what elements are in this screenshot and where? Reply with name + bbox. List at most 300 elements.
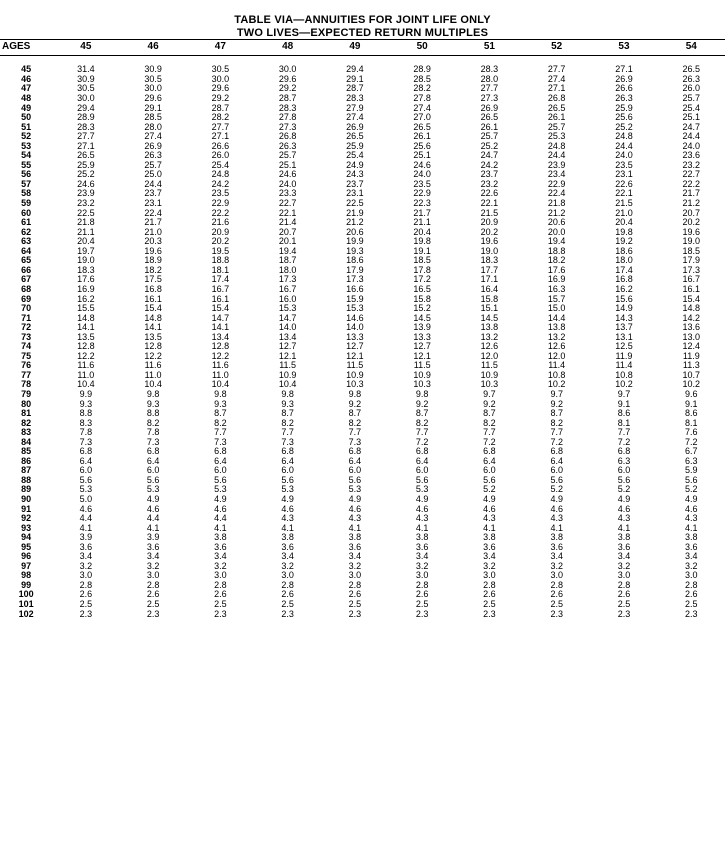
- table-cell: 3.2: [415, 560, 429, 571]
- table-cell: 3.0: [415, 570, 429, 581]
- table-cell: 2.6: [281, 589, 294, 600]
- table-cell: 6.3: [617, 455, 631, 466]
- table-cell: 6.0: [483, 465, 496, 476]
- table-cell: 5.3: [348, 484, 362, 495]
- table-cell: 22.6: [615, 178, 633, 189]
- table-cell: 7.3: [214, 436, 227, 447]
- table-cell: 4.9: [550, 493, 563, 504]
- table-cell: 15.4: [682, 293, 701, 304]
- table-cell: 17.6: [547, 264, 566, 275]
- table-cell: 2.5: [281, 599, 294, 609]
- table-cell: 9.3: [281, 398, 294, 409]
- table-cell: 12.5: [615, 341, 633, 352]
- table-cell: 17.1: [480, 274, 499, 285]
- table-cell: 29.6: [211, 83, 230, 94]
- table-title: [0, 0, 725, 39]
- row-age-label: 72: [21, 322, 32, 333]
- row-age-label: 75: [21, 350, 32, 361]
- table-cell: 14.8: [77, 312, 95, 323]
- table-cell: 23.5: [615, 159, 633, 170]
- table-cell: 18.7: [278, 255, 297, 266]
- table-cell: 3.2: [685, 560, 698, 571]
- table-cell: 3.9: [79, 532, 93, 543]
- table-title-line-1: TABLE VIA—ANNUITIES FOR JOINT LIFE ONLY: [234, 14, 491, 26]
- table-cell: 13.1: [615, 331, 633, 342]
- table-cell: 6.0: [415, 465, 429, 476]
- table-cell: 29.2: [211, 93, 230, 104]
- row-age-label: 77: [21, 369, 32, 380]
- row-age-label: 85: [21, 446, 32, 457]
- table-cell: 24.0: [278, 178, 297, 189]
- table-cell: 29.1: [144, 102, 162, 113]
- table-cell: 6.0: [617, 465, 631, 476]
- table-cell: 27.9: [346, 102, 364, 113]
- table-cell: 3.4: [415, 551, 429, 562]
- table-cell: 4.9: [281, 493, 294, 504]
- row-age-label: 61: [21, 217, 32, 228]
- table-cell: 8.3: [79, 417, 93, 428]
- row-age-label: 74: [21, 341, 32, 352]
- row-age-label: 65: [21, 255, 32, 266]
- table-cell: 5.6: [79, 474, 93, 485]
- column-header-age-51: 51: [456, 40, 523, 56]
- table-cell: 15.2: [413, 303, 431, 314]
- table-cell: 31.4: [77, 64, 95, 75]
- table-cell: 10.9: [278, 369, 297, 380]
- table-cell: 7.7: [617, 427, 631, 438]
- table-cell: 13.0: [682, 331, 701, 342]
- table-cell: 2.3: [348, 608, 362, 619]
- table-cell: 8.7: [348, 408, 362, 419]
- table-cell: 11.5: [279, 360, 297, 371]
- column-header-age-45: 45: [52, 40, 119, 56]
- table-cell: 9.8: [281, 388, 294, 399]
- table-cell: 19.6: [144, 245, 162, 256]
- table-cell: 21.4: [278, 217, 297, 228]
- table-cell: 4.3: [550, 513, 563, 524]
- table-cell: 23.1: [346, 188, 364, 199]
- table-cell: 3.4: [483, 551, 496, 562]
- table-cell: 2.6: [483, 589, 496, 600]
- table-cell: 19.8: [615, 226, 633, 237]
- table-cell: 9.7: [617, 388, 631, 399]
- table-cell: 6.7: [685, 446, 698, 457]
- table-row: [0, 485, 725, 495]
- table-cell: 4.6: [415, 503, 429, 514]
- table-cell: 5.6: [685, 474, 698, 485]
- table-row: [0, 457, 725, 467]
- table-cell: 10.2: [547, 379, 566, 390]
- table-cell: 12.2: [144, 350, 162, 361]
- column-header-age-49: 49: [321, 40, 388, 56]
- table-cell: 25.7: [682, 93, 701, 104]
- table-cell: 23.7: [144, 188, 162, 199]
- table-cell: 2.5: [617, 599, 631, 609]
- table-cell: 30.0: [144, 83, 162, 94]
- table-cell: 19.0: [682, 236, 701, 247]
- table-cell: 4.6: [685, 503, 698, 514]
- table-cell: 5.6: [550, 474, 563, 485]
- table-cell: 3.8: [617, 532, 631, 543]
- table-cell: 18.3: [480, 255, 499, 266]
- table-cell: 7.7: [415, 427, 429, 438]
- table-cell: 24.2: [480, 159, 499, 170]
- table-cell: 3.8: [483, 532, 496, 543]
- table-cell: 21.0: [615, 207, 633, 218]
- table-cell: 26.8: [278, 131, 297, 142]
- table-cell: 8.2: [483, 417, 496, 428]
- table-cell: 18.1: [211, 264, 230, 275]
- table-cell: 26.3: [615, 93, 633, 104]
- table-cell: 28.2: [211, 112, 230, 123]
- table-cell: 28.0: [480, 73, 499, 84]
- table-cell: 27.1: [211, 131, 230, 142]
- table-cell: 30.0: [211, 73, 230, 84]
- table-cell: 28.9: [413, 64, 431, 75]
- table-cell: 4.9: [415, 493, 429, 504]
- table-cell: 29.4: [346, 64, 364, 75]
- table-cell: 21.1: [77, 226, 95, 237]
- table-cell: 7.7: [281, 427, 294, 438]
- table-cell: 26.9: [144, 140, 162, 151]
- row-age-label: 99: [21, 579, 32, 590]
- table-cell: 21.1: [413, 217, 431, 228]
- table-cell: 24.4: [615, 140, 633, 151]
- table-row: [0, 447, 725, 457]
- table-cell: 27.7: [211, 121, 230, 132]
- table-cell: 10.7: [682, 369, 701, 380]
- table-cell: 26.9: [615, 73, 633, 84]
- table-cell: 3.6: [146, 541, 160, 552]
- table-cell: 2.8: [617, 579, 631, 590]
- table-cell: 22.5: [77, 207, 95, 218]
- table-cell: 2.3: [146, 608, 160, 619]
- table-cell: 18.2: [547, 255, 566, 266]
- table-cell: 5.3: [415, 484, 429, 495]
- table-cell: 5.6: [617, 474, 631, 485]
- table-cell: 14.1: [77, 322, 95, 333]
- table-cell: 21.7: [413, 207, 431, 218]
- table-cell: 20.7: [278, 226, 297, 237]
- table-cell: 2.5: [79, 599, 93, 609]
- table-cell: 27.4: [346, 112, 364, 123]
- table-cell: 3.0: [617, 570, 631, 581]
- table-cell: 30.5: [77, 83, 95, 94]
- column-header-age-48: 48: [254, 40, 321, 56]
- table-cell: 3.4: [214, 551, 227, 562]
- table-cell: 5.6: [415, 474, 429, 485]
- table-cell: 28.3: [480, 64, 499, 75]
- table-cell: 20.4: [413, 226, 431, 237]
- table-cell: 4.9: [348, 493, 362, 504]
- table-cell: 27.4: [144, 131, 162, 142]
- table-cell: 18.2: [144, 264, 162, 275]
- table-cell: 2.8: [685, 579, 698, 590]
- table-cell: 19.5: [211, 245, 230, 256]
- table-cell: 19.4: [278, 245, 297, 256]
- table-cell: 2.8: [214, 579, 227, 590]
- table-cell: 30.9: [77, 73, 95, 84]
- row-age-label: 47: [21, 83, 32, 94]
- table-cell: 19.1: [413, 245, 431, 256]
- table-cell: 26.0: [211, 150, 230, 161]
- table-cell: 25.9: [77, 159, 95, 170]
- row-age-label: 80: [21, 398, 32, 409]
- table-cell: 14.7: [278, 312, 297, 323]
- table-cell: 25.1: [278, 159, 297, 170]
- table-cell: 21.8: [547, 198, 566, 209]
- table-cell: 25.2: [480, 140, 499, 151]
- table-cell: 6.8: [617, 446, 631, 457]
- table-cell: 11.4: [615, 360, 633, 371]
- column-header-ages: AGES: [0, 40, 52, 56]
- table-cell: 27.7: [77, 131, 95, 142]
- table-cell: 10.2: [615, 379, 633, 390]
- table-cell: 10.4: [77, 379, 95, 390]
- table-cell: 26.5: [682, 64, 701, 75]
- table-cell: 9.2: [415, 398, 429, 409]
- table-cell: 6.0: [214, 465, 227, 476]
- table-cell: 8.7: [483, 408, 496, 419]
- table-cell: 20.4: [77, 236, 95, 247]
- table-cell: 18.6: [346, 255, 364, 266]
- table-cell: 26.6: [615, 83, 633, 94]
- table-cell: 3.6: [214, 541, 227, 552]
- table-cell: 29.4: [77, 102, 95, 113]
- table-cell: 12.8: [77, 341, 95, 352]
- table-cell: 12.0: [480, 350, 499, 361]
- table-cell: 9.8: [146, 388, 160, 399]
- table-cell: 3.8: [214, 532, 227, 543]
- table-cell: 17.5: [144, 274, 162, 285]
- row-age-label: 64: [21, 245, 32, 256]
- table-cell: 10.9: [413, 369, 431, 380]
- table-cell: 7.6: [685, 427, 698, 438]
- table-row: [0, 562, 725, 572]
- table-cell: 6.4: [79, 455, 93, 466]
- table-cell: 11.0: [144, 369, 162, 380]
- table-cell: 26.6: [211, 140, 230, 151]
- table-cell: 14.0: [278, 322, 297, 333]
- table-row: [0, 466, 725, 476]
- table-cell: 24.7: [480, 150, 499, 161]
- table-cell: 30.5: [144, 73, 162, 84]
- row-age-label: 73: [21, 331, 32, 342]
- table-cell: 3.4: [550, 551, 563, 562]
- table-cell: 3.6: [348, 541, 362, 552]
- table-cell: 22.4: [547, 188, 566, 199]
- table-cell: 4.3: [617, 513, 631, 524]
- table-cell: 11.6: [77, 360, 95, 371]
- table-cell: 29.1: [346, 73, 364, 84]
- table-cell: 18.8: [547, 245, 566, 256]
- table-cell: 8.6: [617, 408, 631, 419]
- table-cell: 12.7: [413, 341, 431, 352]
- table-cell: 24.6: [413, 159, 431, 170]
- table-cell: 6.8: [281, 446, 294, 457]
- table-cell: 18.3: [77, 264, 95, 275]
- table-cell: 28.7: [346, 83, 364, 94]
- column-header-age-50: 50: [389, 40, 456, 56]
- table-cell: 2.8: [146, 579, 160, 590]
- table-cell: 6.4: [146, 455, 160, 466]
- table-cell: 3.6: [79, 541, 93, 552]
- table-cell: 2.6: [685, 589, 698, 600]
- table-cell: 22.4: [144, 207, 162, 218]
- table-cell: 14.5: [413, 312, 431, 323]
- table-cell: 3.0: [79, 570, 93, 581]
- table-cell: 3.6: [550, 541, 563, 552]
- table-row: [0, 571, 725, 581]
- table-cell: 6.8: [146, 446, 160, 457]
- table-cell: 16.7: [682, 274, 701, 285]
- table-cell: 16.1: [144, 293, 162, 304]
- table-cell: 19.3: [346, 245, 364, 256]
- table-cell: 2.3: [685, 608, 698, 619]
- table-cell: 23.5: [413, 178, 431, 189]
- table-cell: 20.2: [682, 217, 701, 228]
- table-cell: 2.3: [550, 608, 563, 619]
- table-cell: 18.9: [144, 255, 162, 266]
- table-cell: 6.8: [214, 446, 227, 457]
- table-cell: 20.0: [547, 226, 566, 237]
- table-row: [0, 428, 725, 438]
- table-cell: 28.5: [144, 112, 162, 123]
- row-age-label: 54: [21, 150, 32, 161]
- table-cell: 19.0: [77, 255, 95, 266]
- table-cell: 23.7: [480, 169, 499, 180]
- table-cell: 6.0: [281, 465, 294, 476]
- row-age-label: 68: [21, 283, 32, 294]
- table-cell: 24.0: [682, 140, 701, 151]
- table-cell: 6.4: [483, 455, 496, 466]
- table-cell: 27.8: [413, 93, 431, 104]
- table-cell: 6.4: [214, 455, 227, 466]
- table-cell: 17.3: [346, 274, 364, 285]
- table-cell: 26.9: [346, 121, 364, 132]
- table-cell: 22.1: [278, 207, 297, 218]
- table-cell: 20.1: [278, 236, 297, 247]
- table-cell: 22.5: [346, 198, 364, 209]
- row-age-label: 76: [21, 360, 32, 371]
- table-cell: 9.8: [214, 388, 227, 399]
- table-cell: 20.6: [346, 226, 364, 237]
- table-row: [0, 505, 725, 515]
- table-cell: 14.1: [144, 322, 162, 333]
- table-cell: 26.3: [278, 140, 297, 151]
- row-age-label: 53: [21, 140, 32, 151]
- table-cell: 21.2: [346, 217, 364, 228]
- table-cell: 11.5: [481, 360, 498, 371]
- row-age-label: 51: [21, 121, 32, 132]
- table-cell: 3.6: [685, 541, 698, 552]
- table-cell: 4.3: [483, 513, 496, 524]
- table-cell: 27.1: [77, 140, 95, 151]
- table-cell: 25.2: [77, 169, 95, 180]
- table-cell: 16.7: [211, 283, 230, 294]
- table-cell: 5.3: [281, 484, 294, 495]
- table-cell: 27.7: [480, 83, 499, 94]
- table-cell: 19.8: [413, 236, 431, 247]
- table-cell: 4.9: [483, 493, 496, 504]
- table-cell: 8.8: [146, 408, 160, 419]
- table-cell: 17.3: [682, 264, 701, 275]
- table-cell: 26.1: [547, 112, 566, 123]
- table-cell: 10.8: [615, 369, 633, 380]
- table-cell: 18.5: [682, 245, 701, 256]
- table-cell: 5.0: [79, 493, 93, 504]
- table-cell: 5.6: [348, 474, 362, 485]
- table-cell: 19.4: [547, 236, 566, 247]
- table-cell: 27.1: [547, 83, 566, 94]
- table-cell: 8.2: [348, 417, 362, 428]
- table-cell: 21.7: [682, 188, 701, 199]
- table-cell: 8.7: [214, 408, 227, 419]
- table-cell: 26.1: [413, 131, 431, 142]
- table-cell: 26.5: [413, 121, 431, 132]
- table-cell: 19.0: [480, 245, 499, 256]
- table-row: [0, 419, 725, 429]
- table-cell: 9.3: [79, 398, 93, 409]
- table-cell: 7.2: [415, 436, 429, 447]
- table-cell: 19.6: [682, 226, 701, 237]
- table-cell: 16.4: [480, 283, 499, 294]
- table-cell: 13.8: [547, 322, 566, 333]
- table-cell: 6.0: [79, 465, 93, 476]
- table-cell: 5.3: [79, 484, 93, 495]
- table-row: [0, 476, 725, 486]
- row-age-label: 81: [21, 408, 32, 419]
- table-cell: 12.8: [144, 341, 162, 352]
- table-row: [0, 600, 725, 610]
- table-cell: 21.5: [480, 207, 499, 218]
- table-cell: 4.6: [348, 503, 362, 514]
- table-cell: 3.2: [483, 560, 496, 571]
- table-cell: 4.1: [617, 522, 631, 533]
- table-cell: 13.5: [77, 331, 95, 342]
- table-cell: 2.8: [550, 579, 563, 590]
- table-cell: 22.9: [413, 188, 431, 199]
- table-cell: 5.9: [685, 465, 698, 476]
- row-age-label: 56: [21, 169, 32, 180]
- table-cell: 15.1: [480, 303, 499, 314]
- table-cell: 4.6: [146, 503, 160, 514]
- table-cell: 4.3: [348, 513, 362, 524]
- table-cell: 14.4: [547, 312, 566, 323]
- table-cell: 24.4: [144, 178, 162, 189]
- table-cell: 22.2: [211, 207, 230, 218]
- table-cell: 6.8: [79, 446, 93, 457]
- table-cell: 2.5: [146, 599, 160, 609]
- table-cell: 3.8: [685, 532, 698, 543]
- table-cell: 6.0: [146, 465, 160, 476]
- table-cell: 4.6: [550, 503, 563, 514]
- table-cell: 10.3: [413, 379, 431, 390]
- table-cell: 4.3: [281, 513, 294, 524]
- table-cell: 11.0: [211, 369, 229, 380]
- table-cell: 26.5: [480, 112, 499, 123]
- table-cell: 23.1: [615, 169, 633, 180]
- table-cell: 4.3: [415, 513, 429, 524]
- table-cell: 23.3: [278, 188, 297, 199]
- table-cell: 9.7: [550, 388, 563, 399]
- row-age-label: 62: [21, 226, 32, 237]
- table-cell: 4.1: [685, 522, 698, 533]
- table-cell: 9.8: [348, 388, 362, 399]
- table-cell: 29.6: [278, 73, 297, 84]
- table-cell: 4.4: [79, 513, 93, 524]
- table-cell: 2.8: [483, 579, 496, 590]
